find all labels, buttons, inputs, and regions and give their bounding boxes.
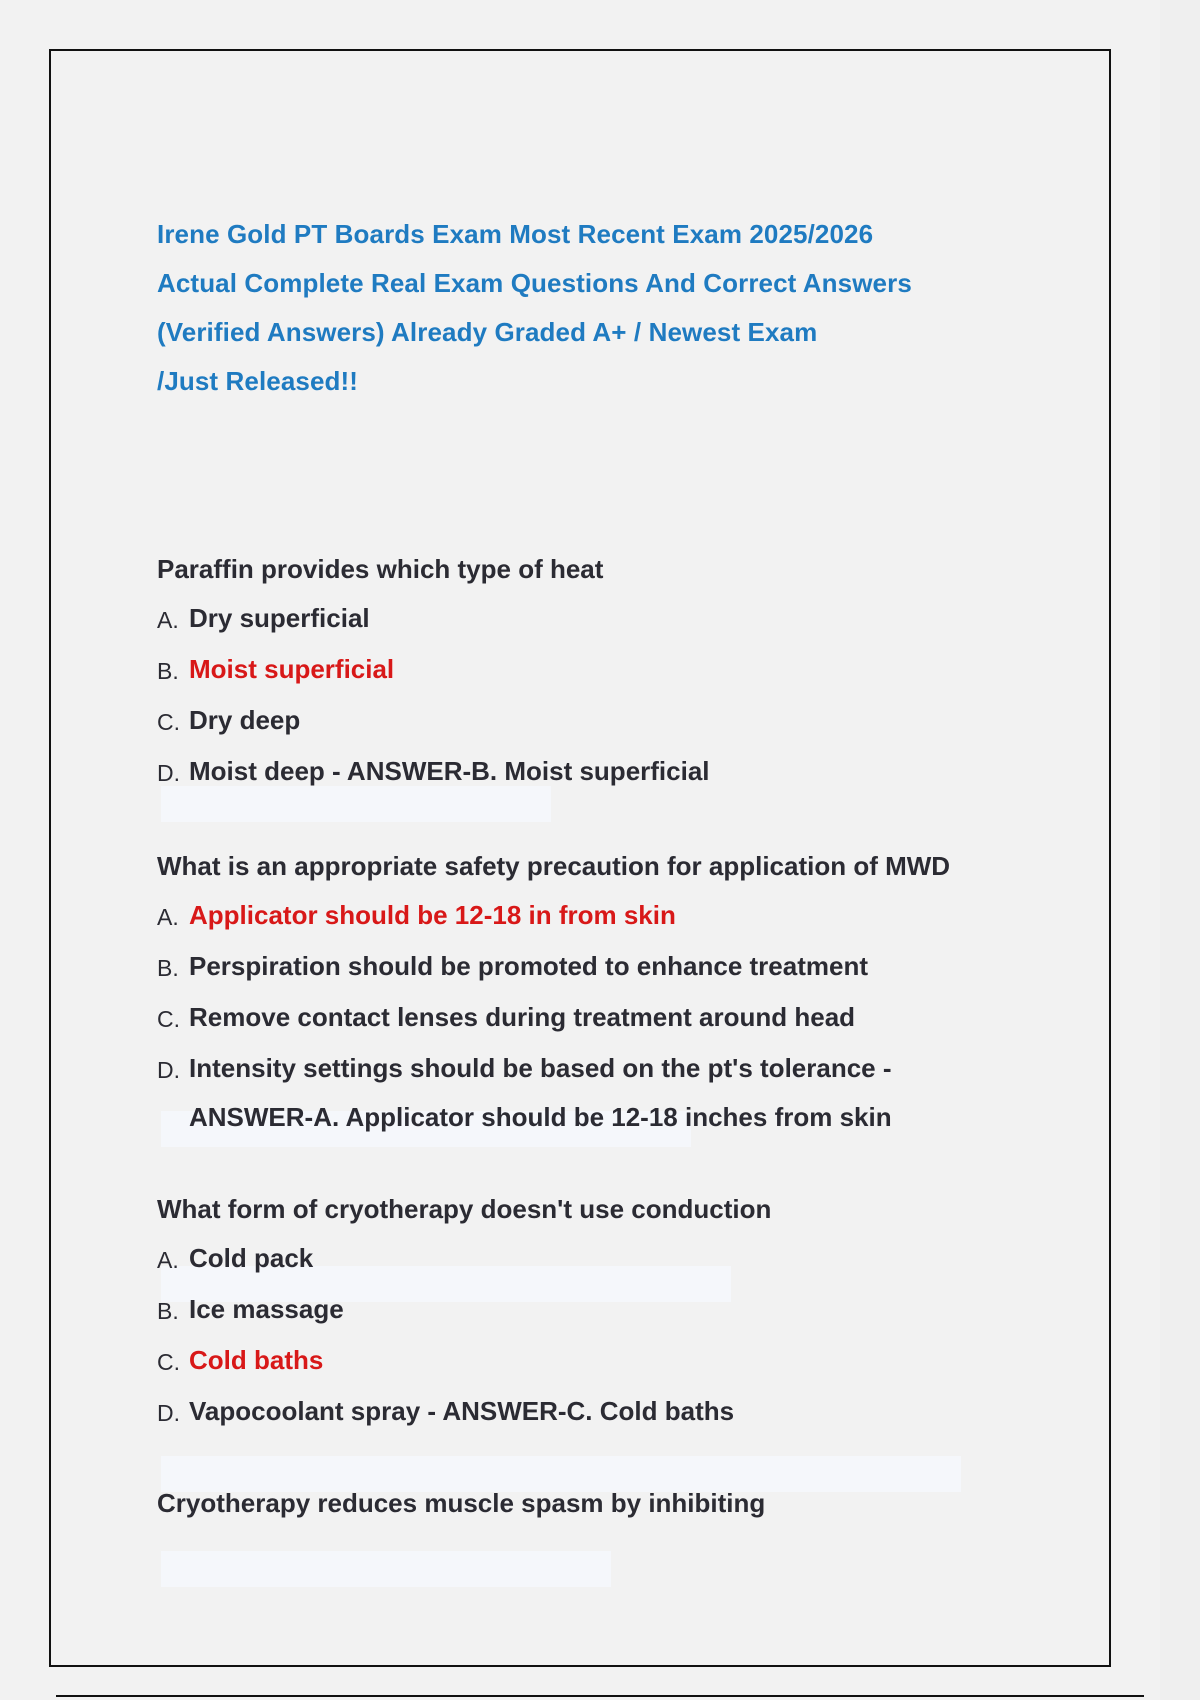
answer-option [157, 754, 1057, 791]
option-text: Ice massage [189, 1294, 344, 1324]
option-letter: A. [157, 904, 179, 930]
option-text-correct: Applicator should be 12-18 in from skin [189, 900, 676, 930]
option-letter: B. [157, 1298, 179, 1324]
option-letter: D. [157, 760, 180, 786]
option-text: Vapocoolant spray - ANSWER-C. Cold baths [189, 1396, 735, 1426]
answer-option [157, 1343, 1057, 1380]
option-letter: C. [157, 1006, 180, 1032]
option-text: Dry superficial [189, 603, 370, 633]
question-text: What is an appropriate safety precaution for application of MWD [157, 851, 951, 881]
document-title: Irene Gold PT Boards Exam Most Recent Exam 2025/2026 Actual Complete Real Exam Questions And Correct Answers (Verified Answers) Already Graded A+ / Newest Exam /Just Released!! [157, 219, 912, 396]
highlight-ghost [161, 1551, 611, 1587]
option-text: Intensity settings should be based on the pt's tolerance - ANSWER-A. Applicator should be 12-18 inches from skin [189, 1053, 892, 1132]
option-text-correct: Moist superficial [189, 654, 395, 684]
option-letter: A. [157, 1247, 179, 1273]
question-text: Paraffin provides which type of heat [157, 554, 604, 584]
answer-option [157, 1241, 1057, 1278]
option-text-correct: Cold baths [189, 1345, 324, 1375]
answer-option [157, 703, 1057, 740]
question-text: Cryotherapy reduces muscle spasm by inhibiting [157, 1488, 766, 1518]
page-divider [56, 1695, 1144, 1697]
option-text: Perspiration should be promoted to enhance treatment [189, 951, 868, 981]
option-letter: D. [157, 1057, 180, 1083]
question-block [157, 849, 1057, 1156]
answer-option [157, 898, 1057, 935]
option-letter: B. [157, 658, 179, 684]
question-block [157, 1192, 1057, 1445]
answer-option [157, 601, 1057, 638]
option-letter: B. [157, 955, 179, 981]
option-letter: A. [157, 607, 179, 633]
option-text: Moist deep - ANSWER-B. Moist superficial [189, 756, 710, 786]
answer-option [157, 949, 1057, 986]
option-text: Remove contact lenses during treatment around head [189, 1002, 856, 1032]
answer-option [157, 652, 1057, 689]
option-letter: C. [157, 709, 180, 735]
question-block [157, 1486, 1057, 1535]
answer-option [157, 1000, 1057, 1037]
option-text: Dry deep [189, 705, 301, 735]
answer-option [157, 1051, 977, 1142]
question-text: What form of cryotherapy doesn't use conduction [157, 1194, 772, 1224]
option-text: Cold pack [189, 1243, 314, 1273]
option-letter: D. [157, 1400, 180, 1426]
answer-option [157, 1292, 1057, 1329]
question-block [157, 552, 1057, 805]
answer-option [157, 1394, 1057, 1431]
option-letter: C. [157, 1349, 180, 1375]
